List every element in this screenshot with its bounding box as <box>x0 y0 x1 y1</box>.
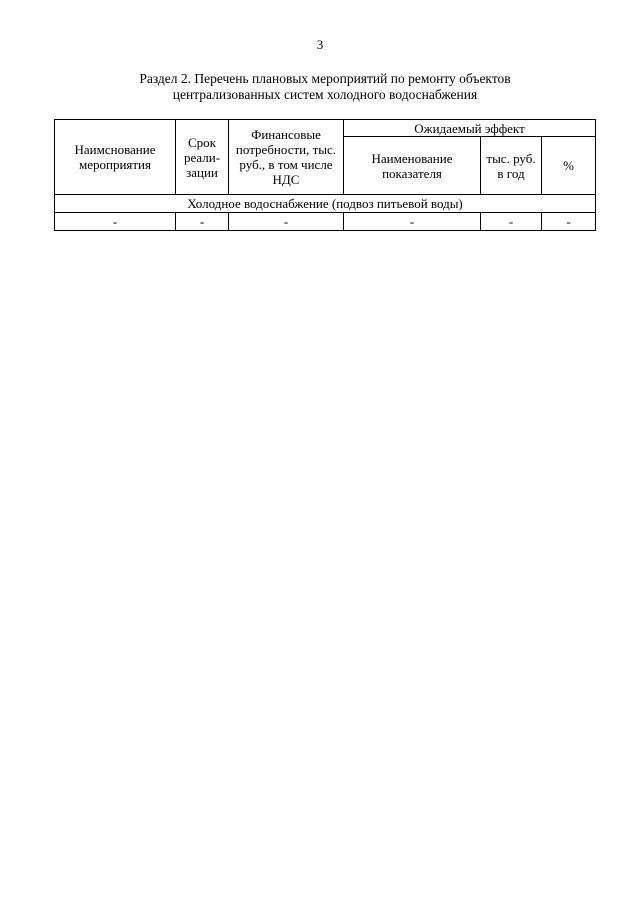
header-term-line-1: Срок <box>188 134 216 150</box>
header-term-line-2: реали- <box>183 149 221 165</box>
header-indicator-name: Наименование показателя <box>344 137 481 195</box>
section-row-cold-water: Холодное водоснабжение (подвоз питьевой воды) <box>55 195 596 213</box>
title-line-2: централизованных систем холодного водоснабжения <box>172 87 478 102</box>
plan-table <box>54 119 596 231</box>
header-event-name: Наимснование мероприятия <box>55 120 176 195</box>
header-expected-effect: Ожидаемый эффект <box>344 120 596 137</box>
header-percent: % <box>542 137 596 195</box>
title-line-1: Раздел 2. Перечень плановых мероприятий по ремонту объектов <box>139 71 511 86</box>
header-financial: Финансовые потребности, тыс. руб., в том числе НДС <box>229 120 344 195</box>
table-cell: - <box>344 213 481 231</box>
header-term <box>176 120 229 195</box>
section-title <box>60 71 590 103</box>
table-cell: - <box>229 213 344 231</box>
table-cell: - <box>176 213 229 231</box>
header-term-line-3: зации <box>186 164 218 180</box>
table-cell: - <box>481 213 542 231</box>
table-cell: - <box>55 213 176 231</box>
table-cell: - <box>542 213 596 231</box>
page-number: 3 <box>316 37 324 52</box>
table-row <box>55 213 596 231</box>
header-thousand-rub-year: тыс. руб. в год <box>481 137 542 195</box>
